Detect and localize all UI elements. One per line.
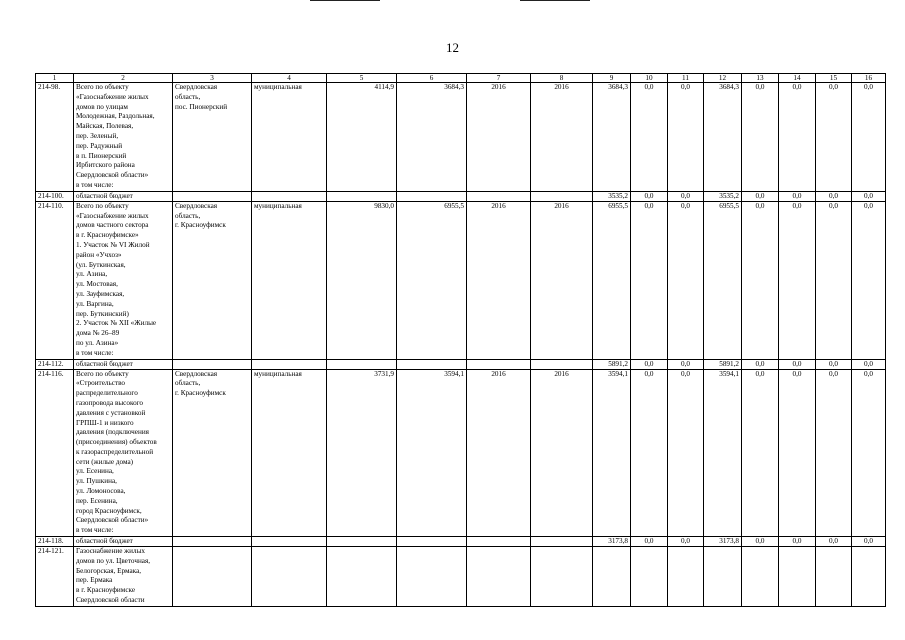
page-number: 12 bbox=[446, 40, 459, 55]
table-row bbox=[36, 547, 886, 607]
top-rule-right bbox=[520, 0, 590, 1]
amount-col11-cell: 0,0 bbox=[668, 201, 704, 359]
amount-col14-cell: 0,0 bbox=[779, 359, 816, 369]
object-name-cell: Всего по объекту «Строительство распределительного газопровода высокого давления с установкой ГРПШ-1 и низкого давления (подключения (присоединения) объектов к газораспределительной сети (жилые дома) ул. Есенина, ул. Пушкина, ул. Ломоносова, пер. Есенина, город Красноуфимск, Свердловской области» в том числе: bbox=[74, 369, 173, 537]
location-cell: Свердловская область, г. Красноуфимск bbox=[173, 369, 252, 537]
remaining-cost-cell: 6955,5 bbox=[397, 201, 467, 359]
column-number: 7 bbox=[467, 74, 531, 83]
amount-col10-cell bbox=[631, 547, 668, 607]
end-year-cell: 2016 bbox=[531, 83, 593, 192]
amount-col13-cell: 0,0 bbox=[742, 191, 779, 201]
column-number: 2 bbox=[74, 74, 173, 83]
remaining-cost-cell bbox=[397, 547, 467, 607]
amount-col15-cell: 0,0 bbox=[816, 369, 852, 537]
amount-col11-cell: 0,0 bbox=[668, 369, 704, 537]
remaining-cost-cell bbox=[397, 191, 467, 201]
remaining-cost-cell bbox=[397, 359, 467, 369]
amount-col14-cell: 0,0 bbox=[779, 537, 816, 547]
end-year-cell: 2016 bbox=[531, 201, 593, 359]
location-cell bbox=[173, 191, 252, 201]
object-name-cell: Всего по объекту «Газоснабжение жилых домов частного сектора в г. Красноуфимске» 1. Участок № VI Жилой район «Учхоз» (ул. Буткинская, ул. Азина, ул. Мостовая, ул. Зауфимская, ул. Варгина, пер. Буткинский) 2. Участок № XII «Жилые дома № 26–89 по ул. Азина» в том числе: bbox=[74, 201, 173, 359]
total-amount-cell: 3535,2 bbox=[593, 191, 631, 201]
amount-col11-cell bbox=[668, 547, 704, 607]
amount-col16-cell: 0,0 bbox=[852, 191, 886, 201]
table-row bbox=[36, 369, 886, 537]
ownership-cell bbox=[252, 537, 327, 547]
amount-col15-cell: 0,0 bbox=[816, 359, 852, 369]
estimated-cost-cell bbox=[327, 547, 397, 607]
amount-col12-cell: 3594,1 bbox=[704, 369, 742, 537]
budget-table bbox=[35, 73, 886, 607]
row-code-cell: 214-98. bbox=[36, 83, 74, 192]
amount-col14-cell: 0,0 bbox=[779, 369, 816, 537]
object-name-cell: областной бюджет bbox=[74, 359, 173, 369]
amount-col15-cell bbox=[816, 547, 852, 607]
location-cell bbox=[173, 547, 252, 607]
amount-col10-cell: 0,0 bbox=[631, 537, 668, 547]
column-number: 15 bbox=[816, 74, 852, 83]
amount-col16-cell: 0,0 bbox=[852, 359, 886, 369]
table-row bbox=[36, 201, 886, 359]
start-year-cell: 2016 bbox=[467, 83, 531, 192]
amount-col16-cell: 0,0 bbox=[852, 369, 886, 537]
amount-col13-cell: 0,0 bbox=[742, 201, 779, 359]
column-number: 4 bbox=[252, 74, 327, 83]
column-number: 9 bbox=[593, 74, 631, 83]
column-number: 5 bbox=[327, 74, 397, 83]
total-amount-cell: 5891,2 bbox=[593, 359, 631, 369]
table-row bbox=[36, 83, 886, 192]
amount-col11-cell: 0,0 bbox=[668, 537, 704, 547]
amount-col10-cell: 0,0 bbox=[631, 359, 668, 369]
start-year-cell bbox=[467, 537, 531, 547]
start-year-cell: 2016 bbox=[467, 369, 531, 537]
amount-col15-cell: 0,0 bbox=[816, 201, 852, 359]
location-cell: Свердловская область, г. Красноуфимск bbox=[173, 201, 252, 359]
object-name-cell: областной бюджет bbox=[74, 191, 173, 201]
end-year-cell bbox=[531, 359, 593, 369]
total-amount-cell bbox=[593, 547, 631, 607]
start-year-cell bbox=[467, 547, 531, 607]
column-number-row bbox=[36, 74, 886, 83]
amount-col11-cell: 0,0 bbox=[668, 359, 704, 369]
amount-col14-cell: 0,0 bbox=[779, 83, 816, 192]
amount-col10-cell: 0,0 bbox=[631, 201, 668, 359]
row-code-cell: 214-112. bbox=[36, 359, 74, 369]
row-code-cell: 214-110. bbox=[36, 201, 74, 359]
amount-col13-cell: 0,0 bbox=[742, 83, 779, 192]
amount-col13-cell: 0,0 bbox=[742, 537, 779, 547]
amount-col14-cell: 0,0 bbox=[779, 191, 816, 201]
amount-col10-cell: 0,0 bbox=[631, 369, 668, 537]
ownership-cell: муниципальная bbox=[252, 369, 327, 537]
subtotal-row bbox=[36, 191, 886, 201]
estimated-cost-cell: 4114,9 bbox=[327, 83, 397, 192]
remaining-cost-cell: 3684,3 bbox=[397, 83, 467, 192]
amount-col13-cell: 0,0 bbox=[742, 359, 779, 369]
location-cell bbox=[173, 359, 252, 369]
amount-col13-cell bbox=[742, 547, 779, 607]
column-number: 3 bbox=[173, 74, 252, 83]
estimated-cost-cell bbox=[327, 191, 397, 201]
estimated-cost-cell bbox=[327, 537, 397, 547]
object-name-cell: Всего по объекту «Газоснабжение жилых домов по улицам Молодежная, Раздольная, Майская, Полевая, пер. Зеленый, пер. Радужный в п. Пионерский Ирбитского района Свердловской области» в том числе: bbox=[74, 83, 173, 192]
subtotal-row bbox=[36, 537, 886, 547]
amount-col15-cell: 0,0 bbox=[816, 537, 852, 547]
amount-col11-cell: 0,0 bbox=[668, 191, 704, 201]
amount-col15-cell: 0,0 bbox=[816, 191, 852, 201]
amount-col16-cell: 0,0 bbox=[852, 201, 886, 359]
ownership-cell bbox=[252, 191, 327, 201]
column-number: 13 bbox=[742, 74, 779, 83]
amount-col10-cell: 0,0 bbox=[631, 191, 668, 201]
amount-col15-cell: 0,0 bbox=[816, 83, 852, 192]
top-rule-left bbox=[310, 0, 380, 1]
location-cell: Свердловская область, пос. Пионерский bbox=[173, 83, 252, 192]
column-number: 8 bbox=[531, 74, 593, 83]
ownership-cell: муниципальная bbox=[252, 83, 327, 192]
column-number: 1 bbox=[36, 74, 74, 83]
start-year-cell bbox=[467, 359, 531, 369]
amount-col12-cell bbox=[704, 547, 742, 607]
total-amount-cell: 6955,5 bbox=[593, 201, 631, 359]
amount-col12-cell: 3535,2 bbox=[704, 191, 742, 201]
object-name-cell: областной бюджет bbox=[74, 537, 173, 547]
object-name-cell: Газоснабжение жилых домов по ул. Цветочная, Белогорская, Ермака, пер. Ермака в г. Красноуфимске Свердловской области bbox=[74, 547, 173, 607]
amount-col14-cell bbox=[779, 547, 816, 607]
start-year-cell: 2016 bbox=[467, 201, 531, 359]
location-cell bbox=[173, 537, 252, 547]
end-year-cell bbox=[531, 547, 593, 607]
table-body bbox=[36, 74, 886, 607]
amount-col12-cell: 6955,5 bbox=[704, 201, 742, 359]
subtotal-row bbox=[36, 359, 886, 369]
start-year-cell bbox=[467, 191, 531, 201]
amount-col12-cell: 3173,8 bbox=[704, 537, 742, 547]
total-amount-cell: 3594,1 bbox=[593, 369, 631, 537]
column-number: 10 bbox=[631, 74, 668, 83]
column-number: 14 bbox=[779, 74, 816, 83]
row-code-cell: 214-121. bbox=[36, 547, 74, 607]
amount-col13-cell: 0,0 bbox=[742, 369, 779, 537]
estimated-cost-cell bbox=[327, 359, 397, 369]
amount-col16-cell: 0,0 bbox=[852, 537, 886, 547]
row-code-cell: 214-100. bbox=[36, 191, 74, 201]
row-code-cell: 214-118. bbox=[36, 537, 74, 547]
amount-col10-cell: 0,0 bbox=[631, 83, 668, 192]
estimated-cost-cell: 9830,0 bbox=[327, 201, 397, 359]
row-code-cell: 214-116. bbox=[36, 369, 74, 537]
estimated-cost-cell: 3731,9 bbox=[327, 369, 397, 537]
amount-col11-cell: 0,0 bbox=[668, 83, 704, 192]
ownership-cell bbox=[252, 547, 327, 607]
amount-col12-cell: 5891,2 bbox=[704, 359, 742, 369]
column-number: 16 bbox=[852, 74, 886, 83]
end-year-cell: 2016 bbox=[531, 369, 593, 537]
amount-col14-cell: 0,0 bbox=[779, 201, 816, 359]
remaining-cost-cell bbox=[397, 537, 467, 547]
ownership-cell: муниципальная bbox=[252, 201, 327, 359]
end-year-cell bbox=[531, 191, 593, 201]
end-year-cell bbox=[531, 537, 593, 547]
column-number: 6 bbox=[397, 74, 467, 83]
column-number: 11 bbox=[668, 74, 704, 83]
remaining-cost-cell: 3594,1 bbox=[397, 369, 467, 537]
amount-col16-cell bbox=[852, 547, 886, 607]
column-number: 12 bbox=[704, 74, 742, 83]
ownership-cell bbox=[252, 359, 327, 369]
total-amount-cell: 3684,3 bbox=[593, 83, 631, 192]
amount-col16-cell: 0,0 bbox=[852, 83, 886, 192]
amount-col12-cell: 3684,3 bbox=[704, 83, 742, 192]
total-amount-cell: 3173,8 bbox=[593, 537, 631, 547]
